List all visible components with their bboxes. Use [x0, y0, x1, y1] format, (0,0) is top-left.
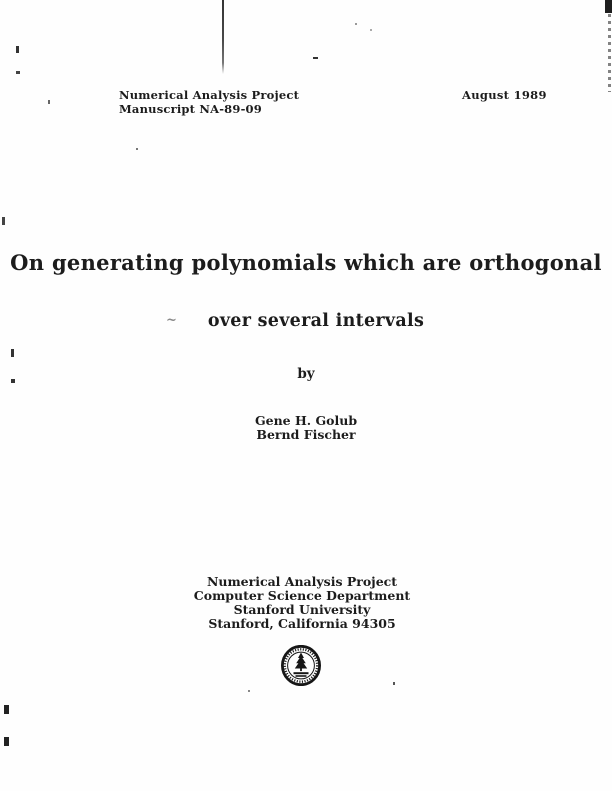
scan-artifact-speck — [48, 100, 50, 104]
header-date: August 1989 — [462, 88, 547, 102]
affiliation-line: Stanford University — [233, 602, 371, 617]
scan-artifact-speck — [355, 23, 357, 25]
byline: by — [297, 366, 315, 382]
scan-artifact-speck — [16, 46, 19, 53]
paper-title-line2: over several intervals — [207, 311, 425, 331]
affiliation-line: Computer Science Department — [193, 588, 411, 603]
stanford-seal-icon — [281, 645, 321, 686]
scan-artifact-speck — [313, 57, 318, 59]
manuscript-number: Manuscript NA-89-09 — [119, 102, 262, 116]
scan-artifact-speck — [4, 737, 9, 746]
project-name: Numerical Analysis Project — [119, 88, 300, 102]
header-left — [119, 88, 299, 116]
paper-title-line1: On generating polynomials which are orthogonal — [10, 250, 602, 275]
author-name: Bernd Fischer — [256, 427, 356, 443]
author-name: Gene H. Golub — [254, 413, 358, 428]
scan-artifact-speck — [2, 217, 5, 225]
scan-artifact-speck — [16, 71, 20, 74]
scan-artifact-speck — [11, 349, 14, 357]
scan-artifact-speck — [248, 690, 250, 692]
scan-artifact-speck — [393, 682, 395, 685]
scan-artifact-speck — [4, 705, 9, 714]
scan-artifact-tilde: ~ — [166, 313, 177, 328]
scan-artifact-edge-dashes — [608, 14, 611, 92]
affiliation-line: Numerical Analysis Project — [206, 574, 398, 589]
authors-block — [0, 414, 612, 443]
scan-artifact-corner-block — [605, 0, 612, 13]
scan-artifact-speck — [370, 29, 372, 31]
scan-artifact-vertical-line — [222, 0, 224, 74]
affiliation-block — [0, 575, 608, 631]
affiliation-line: Stanford, California 94305 — [208, 616, 396, 631]
scan-artifact-speck — [136, 148, 138, 150]
